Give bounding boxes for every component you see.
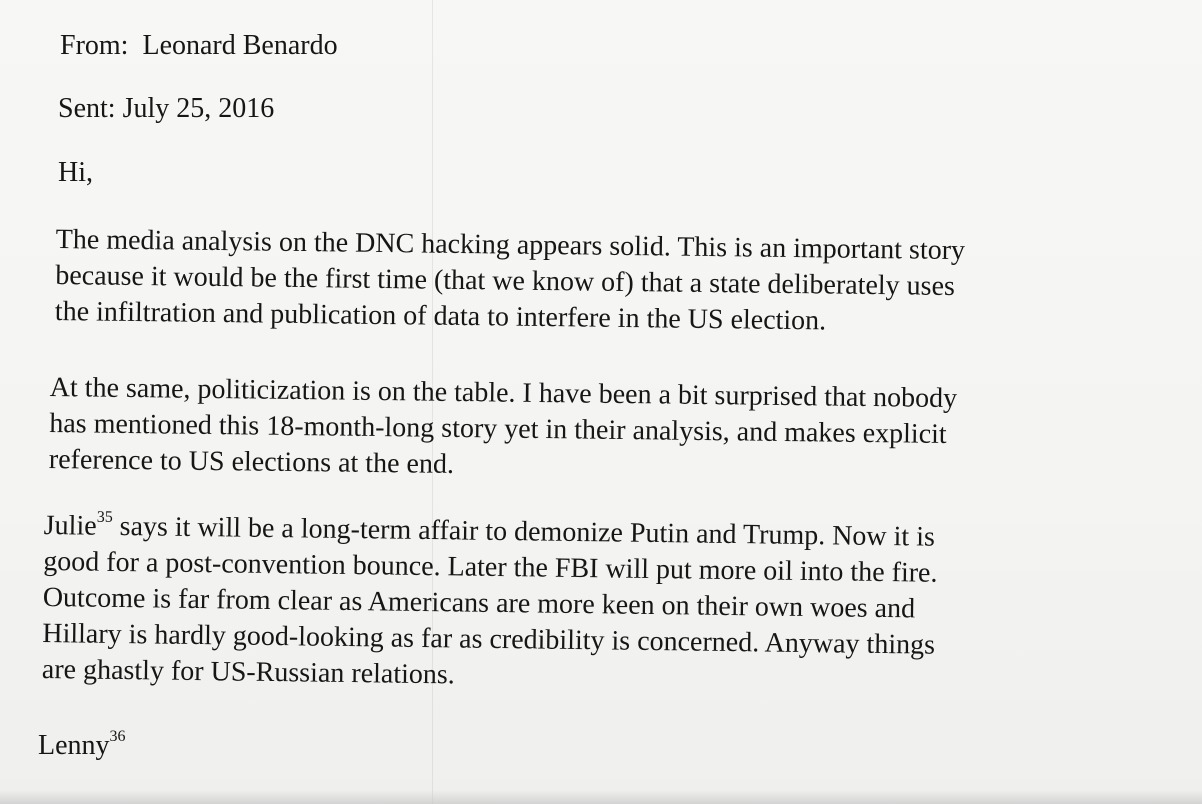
paragraph-1 (55, 222, 966, 341)
footnote-marker: 36 (109, 727, 126, 745)
paragraph-line: Hillary is hardly good-looking as far as credibility is concerned. Anyway things (42, 617, 936, 661)
paragraph-line: the infiltration and publication of data to interfere in the US election. (54, 295, 827, 337)
paragraph-line-text: says it will be a long-term affair to demonize Putin and Trump. Now it is (119, 510, 936, 553)
paragraph-line: good for a post-convention bounce. Later the FBI will put more oil into the fire. (43, 545, 938, 589)
paragraph-line: reference to US elections at the end. (48, 443, 455, 480)
paragraph-line: because it would be the first time (that we know of) that a state deliberately uses (55, 259, 956, 302)
from-name: Leonard Benardo (142, 30, 338, 61)
greeting: Hi, (58, 157, 93, 188)
paragraph-line: has mentioned this 18-month-long story yet in their analysis, and makes explicit (49, 407, 947, 450)
person-name-julie: Julie (43, 509, 97, 542)
sent-line (58, 93, 274, 125)
paragraph-line: are ghastly for US-Russian relations. (41, 653, 455, 691)
scan-bottom-edge (0, 790, 1202, 804)
paragraph-line: Outcome is far from clear as Americans are more keen on their own woes and (42, 581, 916, 625)
footnote-marker: 35 (96, 508, 113, 526)
sent-label: Sent: (58, 93, 116, 124)
paragraph-2 (49, 370, 958, 489)
from-line (60, 30, 338, 62)
from-label: From: (60, 30, 129, 61)
sent-date: July 25, 2016 (122, 93, 275, 124)
paragraph-3 (42, 508, 939, 700)
signature-name: Lenny (38, 730, 110, 761)
paragraph-line: At the same, politicization is on the table. I have been a bit surprised that nobody (49, 371, 958, 415)
paragraph-line: The media analysis on the DNC hacking appears solid. This is an important story (55, 223, 966, 267)
signature (38, 727, 126, 762)
